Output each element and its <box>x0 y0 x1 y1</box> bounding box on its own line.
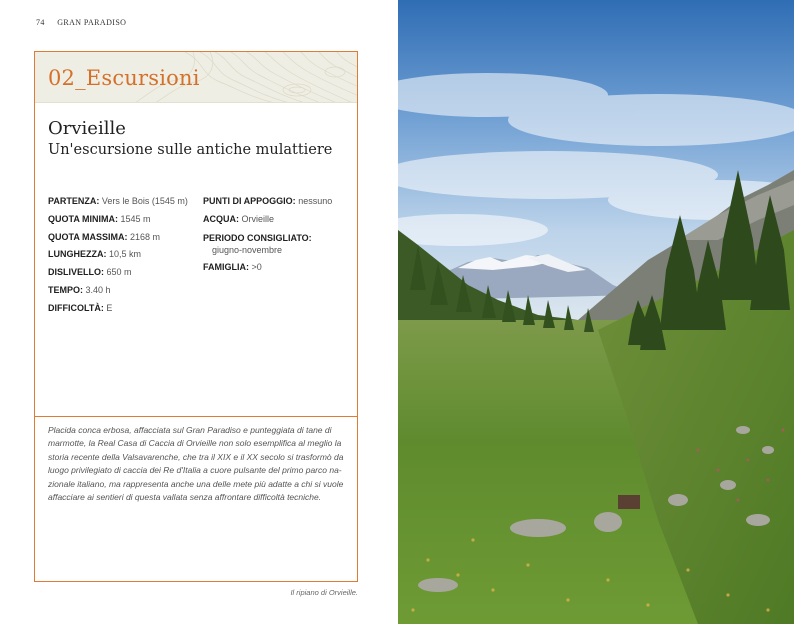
fact-row <box>48 229 198 247</box>
book-title: GRAN PARADISO <box>57 18 127 27</box>
photo-caption: Il ripiano di Orvieille. <box>290 588 358 597</box>
fact-value: >0 <box>251 261 262 272</box>
fact-row <box>48 211 198 229</box>
intro-paragraph <box>48 424 346 504</box>
fact-label: LUNGHEZZA: <box>48 249 107 260</box>
fact-row <box>203 211 353 229</box>
fact-row <box>203 259 353 277</box>
fact-row <box>48 264 198 282</box>
fact-row <box>203 229 353 259</box>
trail-card <box>34 51 358 582</box>
fact-row <box>203 193 353 211</box>
fact-row <box>48 300 198 318</box>
small-hut <box>618 495 640 509</box>
fact-label: PERIODO CONSIGLIATO: <box>203 232 312 243</box>
fact-row <box>48 282 198 300</box>
trail-facts-left <box>48 193 198 318</box>
page-number: 74 <box>36 18 45 27</box>
fact-value: 1545 m <box>120 213 151 224</box>
fact-label: ACQUA: <box>203 213 239 224</box>
fact-label: PARTENZA: <box>48 196 100 206</box>
running-head <box>36 18 126 27</box>
fact-value: giugno-novembre <box>212 244 283 255</box>
fact-label: DISLIVELLO: <box>48 267 104 278</box>
fact-value: 2168 m <box>130 231 161 242</box>
intro-line: luogo privilegiato di caccia dei Re d'Italia a cuore pulsante del primo parco na- <box>48 465 342 476</box>
fact-label: DIFFICOLTÀ: <box>48 302 104 313</box>
trail-subtitle: Un'escursione sulle antiche mulattiere <box>48 142 333 158</box>
fact-value: Vers le Bois (1545 m) <box>101 196 188 206</box>
fact-label: TEMPO: <box>48 284 83 295</box>
fact-value: E <box>106 302 113 313</box>
intro-line: zionale italiano, ma rappresenta anche una delle mete più adatte a chi si vuole <box>48 478 344 489</box>
section-banner <box>35 52 357 103</box>
fact-value: 3.40 h <box>85 284 111 295</box>
fact-label: QUOTA MASSIMA: <box>48 231 128 242</box>
fact-value: Orvieille <box>241 213 275 224</box>
intro-line: affacciare ai sentieri di questa vallata senza affrontare difficoltà tecniche. <box>48 492 322 503</box>
card-divider <box>35 416 357 417</box>
landscape-photo <box>398 0 794 624</box>
fact-row <box>48 246 198 264</box>
fact-value: 10,5 km <box>109 249 142 260</box>
trail-facts-right <box>203 193 353 276</box>
fact-label: QUOTA MINIMA: <box>48 213 118 224</box>
intro-line: marmotte, la Real Casa di Caccia di Orvieille non solo esemplifica al meglio la <box>48 438 342 449</box>
fact-row <box>48 193 198 211</box>
intro-line: storia recente della Valsavarenche, che tra il XIX e il XX secolo si trasformò da <box>48 451 344 462</box>
fact-value: nessuno <box>298 196 333 206</box>
fact-label: FAMIGLIA: <box>203 261 249 272</box>
section-title: 02_Escursioni <box>48 66 200 90</box>
intro-line: Placida conca erbosa, affacciata sul Gran Paradiso e punteggiata di tane di <box>48 425 332 435</box>
fact-value: 650 m <box>106 267 132 278</box>
trail-title: Orvieille <box>48 118 126 139</box>
mountain-meadow-illustration <box>398 0 794 624</box>
fact-label: PUNTI DI APPOGGIO: <box>203 196 296 206</box>
